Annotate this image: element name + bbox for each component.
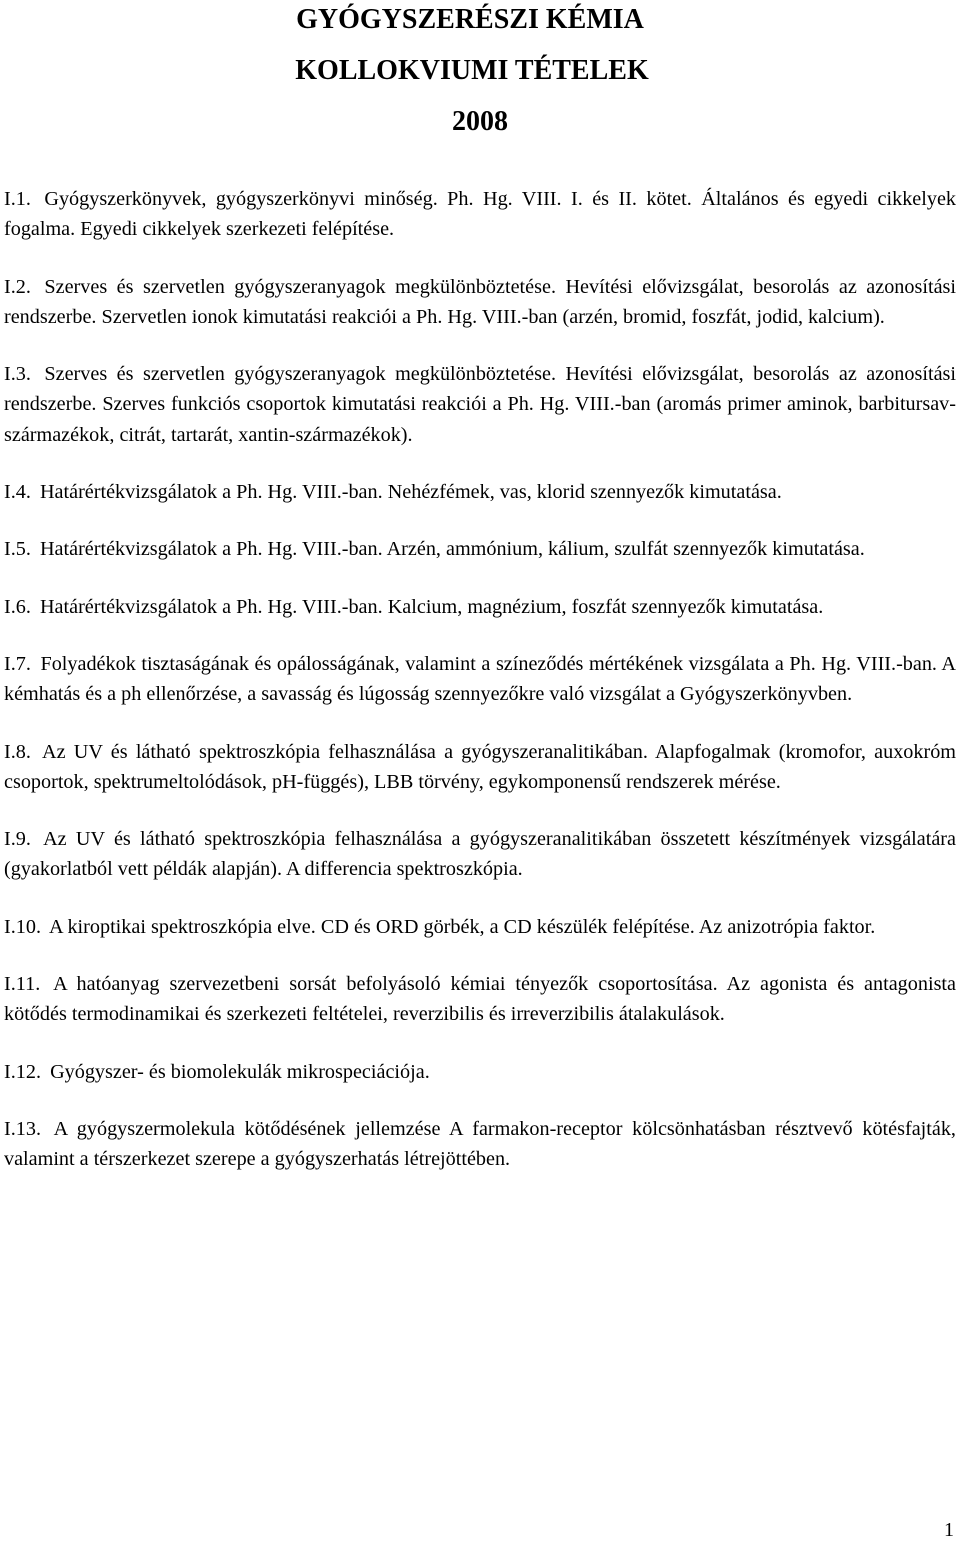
topic-item: [4, 1114, 956, 1175]
topic-text: Határértékvizsgálatok a Ph. Hg. VIII.-ban. Arzén, ammónium, kálium, szulfát szennyezők kimutatása.: [39, 538, 865, 561]
title-line-exam-type: KOLLOKVIUMI TÉTELEK: [295, 55, 649, 86]
topic-code: I.3.: [4, 363, 31, 386]
topic-list: [4, 184, 956, 1202]
topic-text: A kiroptikai spektroszkópia elve. CD és ORD görbék, a CD készülék felépítése. Az anizotrópia faktor.: [48, 915, 876, 938]
topic-text: A gyógyszermolekula kötődésének jellemzése A farmakon-receptor kölcsönhatásban résztvevő kötésfajták, valamint a térszerkezet szerepe a gyógyszerhatás létrejöttében.: [4, 1117, 956, 1171]
topic-item: [4, 592, 956, 622]
topic-item: [4, 912, 956, 942]
topic-item: [4, 477, 956, 507]
topic-text: Gyógyszerkönyvek, gyógyszerkönyvi minőség. Ph. Hg. VIII. I. és II. kötet. Általános és egyedi cikkelyek fogalma. Egyedi cikkelyek szerkezeti felépítése.: [4, 188, 957, 241]
topic-text: Folyadékok tisztaságának és opálosságának, valamint a színeződés mértékének vizsgálata a Ph. Hg. VIII.-ban. A kémhatás és a ph ellenőrzése, a savasság és lúgosság szennyezőkre való vizsgálat a Gyógyszerkönyvben.: [4, 652, 957, 706]
topic-code: I.9.: [4, 828, 31, 851]
topic-item: [4, 824, 956, 885]
topic-code: I.7.: [4, 652, 31, 675]
topic-item: [4, 272, 956, 333]
topic-item: [4, 534, 956, 564]
topic-code: I.12.: [4, 1060, 42, 1083]
topic-code: I.10.: [4, 915, 42, 938]
topic-code: I.5.: [4, 538, 31, 561]
topic-item: [4, 1057, 956, 1087]
topic-text: Szerves és szervetlen gyógyszeranyagok megkülönböztetése. Hevítési elővizsgálat, besorolás az azonosítási rendszerbe. Szerves funkciós csoportok kimutatási reakciói a Ph. Hg. VIII.-ban (aromás primer aminok, barbitursav-származékok, citrát, tartarát, xantin-származékok).: [4, 363, 956, 446]
topic-item: [4, 184, 956, 245]
topic-code: I.1.: [4, 188, 31, 210]
topic-item: [4, 649, 956, 710]
topic-text: Az UV és látható spektroszkópia felhasználása a gyógyszeranalitikában. Alapfogalmak (kromofor, auxokróm csoportok, spektrumeltolódások, pH-függés), LBB törvény, egykomponensű rendszerek mérése.: [4, 740, 957, 793]
topic-code: I.6.: [4, 595, 31, 618]
topic-code: I.4.: [4, 481, 31, 504]
page-number: 1: [944, 1519, 954, 1541]
title-line-subject: GYÓGYSZERÉSZI KÉMIA: [296, 4, 644, 35]
topic-text: Az UV és látható spektroszkópia felhasználása a gyógyszeranalitikában összetett készítmények vizsgálatára (gyakorlatból vett példák alapján). A differencia spektroszkópia.: [4, 828, 956, 881]
title-line-year: 2008: [452, 106, 508, 137]
topic-text: Gyógyszer- és biomolekulák mikrospeciációja.: [50, 1060, 430, 1083]
topic-code: I.13.: [4, 1117, 42, 1140]
topic-code: I.11.: [4, 973, 41, 996]
topic-code: I.2.: [4, 275, 31, 298]
topic-text: Határértékvizsgálatok a Ph. Hg. VIII.-ban. Kalcium, magnézium, foszfát szennyezők kimutatása.: [39, 595, 824, 618]
topic-item: [4, 969, 956, 1030]
topic-code: I.8.: [4, 740, 31, 763]
topic-text: Határértékvizsgálatok a Ph. Hg. VIII.-ban. Nehézfémek, vas, klorid szennyezők kimutatása.: [39, 481, 782, 504]
topic-item: [4, 359, 956, 450]
topic-item: [4, 737, 956, 798]
topic-text: Szerves és szervetlen gyógyszeranyagok megkülönböztetése. Hevítési elővizsgálat, besorolás az azonosítási rendszerbe. Szervetlen ionok kimutatási reakciói a Ph. Hg. VIII.-ban (arzén, bromid, foszfát, jodid, kalcium).: [4, 275, 956, 328]
topic-text: A hatóanyag szervezetbeni sorsát befolyásoló kémiai tényezők csoportosítása. Az agonista és antagonista kötődés termodinamikai és szerkezeti feltételei, reverzibilis és irreverzibilis átalakulások.: [4, 973, 956, 1026]
